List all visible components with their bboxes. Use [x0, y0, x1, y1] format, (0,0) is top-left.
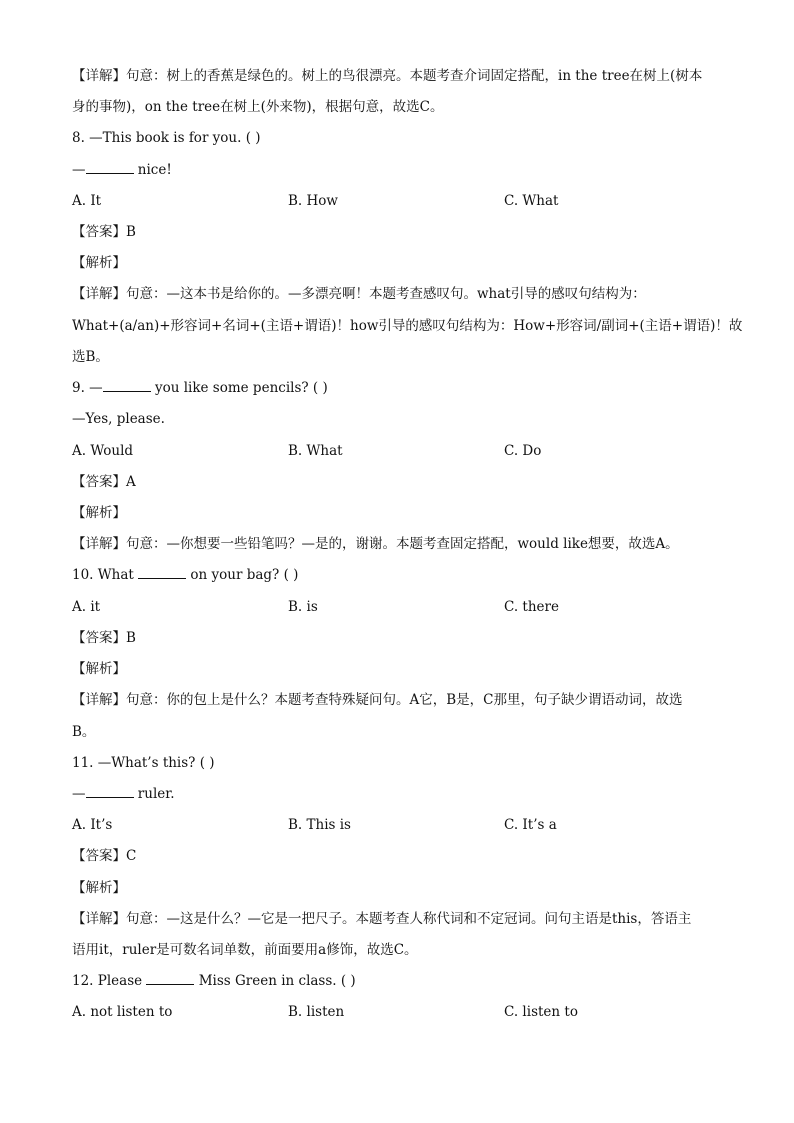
detail-line: 【详解】句意：你的包上是什么？本题考查特殊疑问句。A它，B是，C那里，句子缺少谓语动词，故选: [72, 692, 683, 708]
analysis-label: 【解析】: [72, 880, 126, 896]
answer-blank: [146, 972, 194, 985]
detail-line: 【详解】句意：—你想要一些铅笔吗？—是的，谢谢。本题考查固定搭配，would like想要，故选A。: [72, 536, 679, 552]
stem-post: Miss Green in class. ( ): [194, 973, 356, 989]
detail-line: 【详解】句意：—这是什么？—它是一把尺子。本题考查人称代词和不定冠词。问句主语是this，答语主: [72, 911, 692, 927]
detail-line: What+(a/an)+形容词+名词+(主语+谓语)！how引导的感叹句结构为：How+形容词/副词+(主语+谓语)！故: [72, 318, 743, 334]
option-a: A. it: [72, 599, 101, 615]
question-9-reply: —Yes, please.: [72, 411, 165, 427]
option-c: C. there: [504, 599, 559, 615]
option-c: C. Do: [504, 443, 542, 459]
option-c: C. It’s a: [504, 817, 557, 833]
question-12-options: [72, 1002, 722, 1022]
answer-blank: [86, 785, 134, 798]
answer-blank: [138, 566, 186, 579]
question-11-options: [72, 815, 722, 835]
analysis-label: 【解析】: [72, 661, 126, 677]
option-a: A. It: [72, 193, 102, 209]
option-a: A. Would: [72, 443, 134, 459]
question-11-reply: [72, 784, 722, 804]
question-9-stem: [72, 378, 722, 398]
option-b: B. How: [288, 193, 338, 209]
detail-line: B。: [72, 724, 96, 740]
stem-post: on your bag? ( ): [186, 567, 299, 583]
analysis-label: 【解析】: [72, 255, 126, 271]
answer-blank: [86, 161, 134, 174]
dash: —: [72, 786, 86, 802]
question-8-stem: 8. —This book is for you. ( ): [72, 130, 261, 146]
answer-line: 【答案】A: [72, 474, 136, 490]
option-a: A. not listen to: [72, 1004, 173, 1020]
stem-pre: 10. What: [72, 567, 139, 583]
question-12-stem: [72, 971, 722, 991]
dash: —: [72, 162, 86, 178]
stem-post: you like some pencils? ( ): [150, 380, 328, 396]
option-b: B. is: [288, 599, 318, 615]
detail-line: 【详解】句意：—这本书是给你的。—多漂亮啊！本题考查感叹句。what引导的感叹句结构为：: [72, 286, 646, 302]
answer-blank: [103, 379, 151, 392]
reply-text: ruler.: [133, 786, 175, 802]
question-8-reply: [72, 160, 722, 180]
explanation-line: 身的事物)，on the tree在树上(外来物)，根据句意，故选C。: [72, 99, 444, 115]
analysis-label: 【解析】: [72, 505, 126, 521]
question-10-stem: [72, 565, 722, 585]
question-8-options: [72, 191, 722, 211]
reply-text: nice!: [133, 162, 172, 178]
question-11-stem: 11. —What’s this? ( ): [72, 755, 215, 771]
stem-pre: 9. —: [72, 380, 103, 396]
stem-pre: 12. Please: [72, 973, 147, 989]
question-10-options: [72, 597, 722, 617]
explanation-line: 【详解】句意：树上的香蕉是绿色的。树上的鸟很漂亮。本题考查介词固定搭配，in the tree在树上(树本: [72, 68, 703, 84]
option-c: C. listen to: [504, 1004, 578, 1020]
detail-line: 选B。: [72, 349, 109, 365]
answer-line: 【答案】B: [72, 630, 136, 646]
option-b: B. This is: [288, 817, 351, 833]
option-c: C. What: [504, 193, 559, 209]
answer-line: 【答案】C: [72, 848, 137, 864]
answer-line: 【答案】B: [72, 224, 136, 240]
option-b: B. What: [288, 443, 343, 459]
question-9-options: [72, 441, 722, 461]
detail-line: 语用it，ruler是可数名词单数，前面要用a修饰，故选C。: [72, 942, 418, 958]
option-b: B. listen: [288, 1004, 345, 1020]
option-a: A. It’s: [72, 817, 113, 833]
